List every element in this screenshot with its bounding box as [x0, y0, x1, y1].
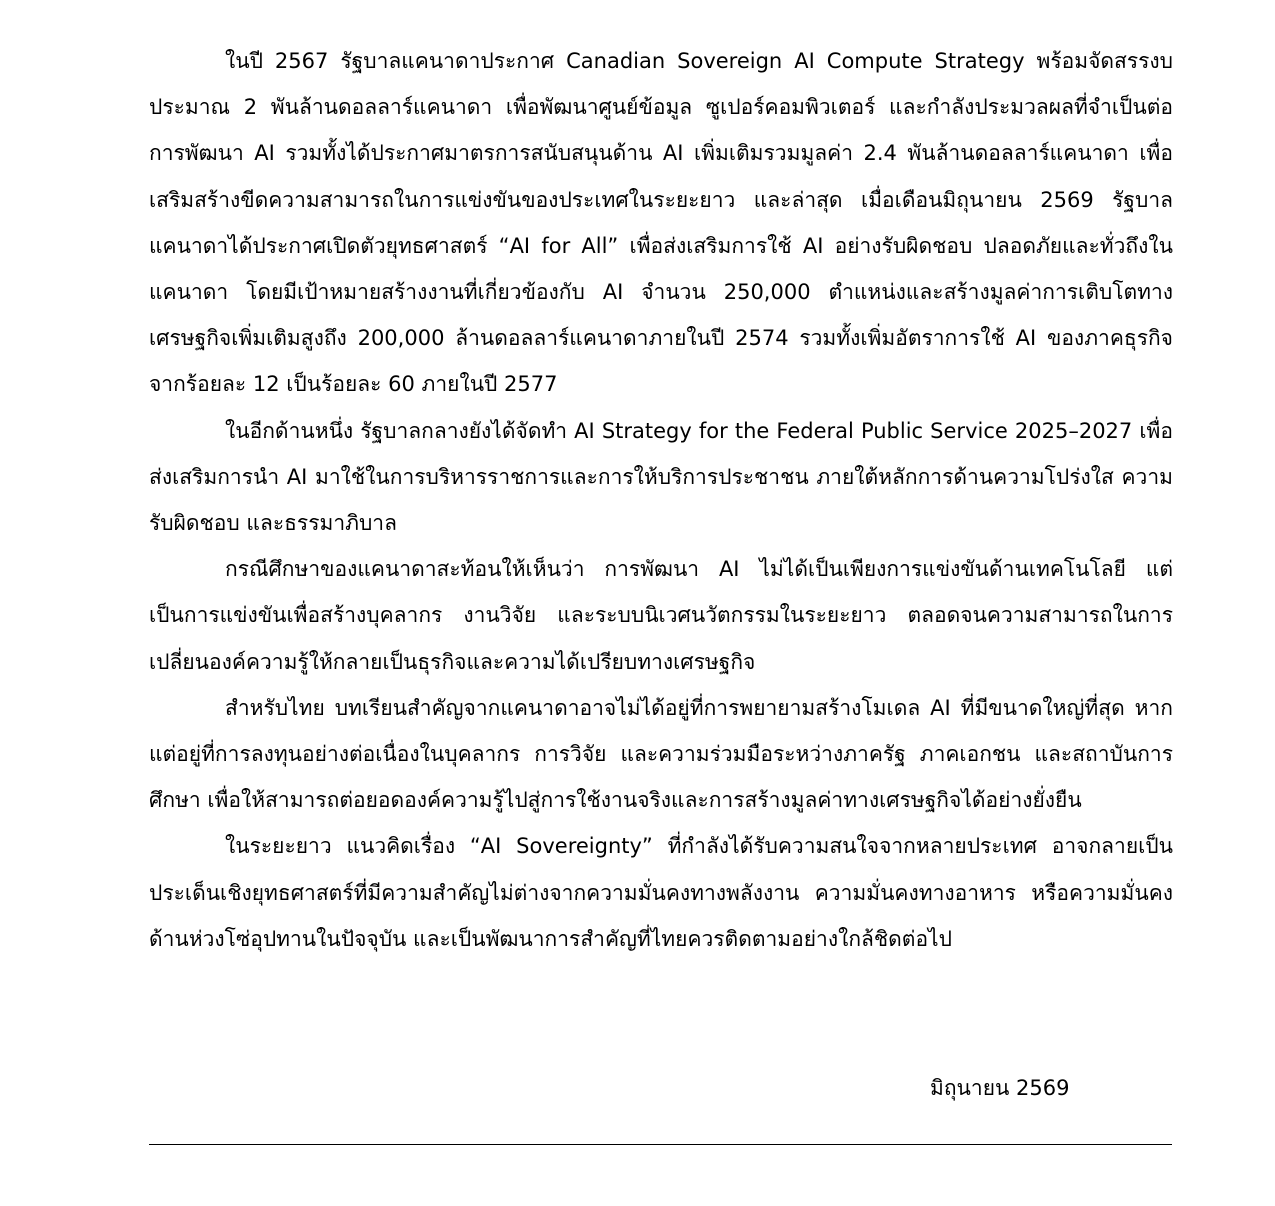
footer-divider: [149, 1144, 1172, 1145]
paragraph-lessons-for-thailand: สำหรับไทย บทเรียนสำคัญจากแคนาดาอาจไม่ได้อยู่ที่การพยายามสร้างโมเดล AI ที่มีขนาดใหญ่ที่สุด หากแต่อยู่ที่การลงทุนอย่างต่อเนื่องในบุคลากร การวิจัย และความร่วมมือระหว่างภาครัฐ ภาคเอกชน และสถาบันการศึกษา เพื่อให้สามารถต่อยอดองค์ความรู้ไปสู่การใช้งานจริงและการสร้างมูลค่าทางเศรษฐกิจได้อย่างยั่งยืน: [149, 695, 1173, 813]
paragraph-canada-case-study: กรณีศึกษาของแคนาดาสะท้อนให้เห็นว่า การพัฒนา AI ไม่ได้เป็นเพียงการแข่งขันด้านเทคโนโลยี แต่เป็นการแข่งขันเพื่อสร้างบุคลากร งานวิจัย และระบบนิเวศนวัตกรรมในระยะยาว ตลอดจนความสามารถในการเปลี่ยนองค์ความรู้ให้กลายเป็นธุรกิจและความได้เปรียบทางเศรษฐกิจ: [149, 557, 1173, 674]
document-date: มิถุนายน 2569: [930, 1076, 1070, 1100]
paragraph-canada-ai-compute-strategy: ในปี 2567 รัฐบาลแคนาดาประกาศ Canadian Sovereign AI Compute Strategy พร้อมจัดสรรงบประมาณ 2 พันล้านดอลลาร์แคนาดา เพื่อพัฒนาศูนย์ข้อมูล ซูเปอร์คอมพิวเตอร์ และกำลังประมวลผลที่จำเป็นต่อการพัฒนา AI รวมทั้งได้ประกาศมาตรการสนับสนุนด้าน AI เพิ่มเติมรวมมูลค่า 2.4 พันล้านดอลลาร์แคนาดา เพื่อเสริมสร้างขีดความสามารถในการแข่งขันของประเทศในระยะยาว และล่าสุด เมื่อเดือนมิถุนายน 2569 รัฐบาลแคนาดาได้ประกาศเปิดตัวยุทธศาสตร์ “AI for All” เพื่อส่งเสริมการใช้ AI อย่างรับผิดชอบ ปลอดภัยและทั่วถึงในแคนาดา โดยมีเป้าหมายสร้างงานที่เกี่ยวข้องกับ AI จำนวน 250,000 ตำแหน่งและสร้างมูลค่าการเติบโตทางเศรษฐกิจเพิ่มเติมสูงถึง 200,000 ล้านดอลลาร์แคนาดาภายในปี 2574 รวมทั้งเพิ่มอัตราการใช้ AI ของภาคธุรกิจจากร้อยละ 12 เป็นร้อยละ 60 ภายในปี 2577: [149, 49, 1173, 397]
document-body: [149, 38, 1173, 962]
paragraph-federal-public-service-strategy: ในอีกด้านหนึ่ง รัฐบาลกลางยังได้จัดทำ AI Strategy for the Federal Public Service 2025–2027 เพื่อส่งเสริมการนำ AI มาใช้ในการบริหารราชการและการให้บริการประชาชน ภายใต้หลักการด้านความโปร่งใส ความรับผิดชอบ และธรรมาภิบาล: [149, 418, 1173, 536]
paragraph-ai-sovereignty: ในระยะยาว แนวคิดเรื่อง “AI Sovereignty” ที่กำลังได้รับความสนใจจากหลายประเทศ อาจกลายเป็นประเด็นเชิงยุทธศาสตร์ที่มีความสำคัญไม่ต่างจากความมั่นคงทางพลังงาน ความมั่นคงทางอาหาร หรือความมั่นคงด้านห่วงโซ่อุปทานในปัจจุบัน และเป็นพัฒนาการสำคัญที่ไทยควรติดตามอย่างใกล้ชิดต่อไป: [149, 834, 1173, 951]
